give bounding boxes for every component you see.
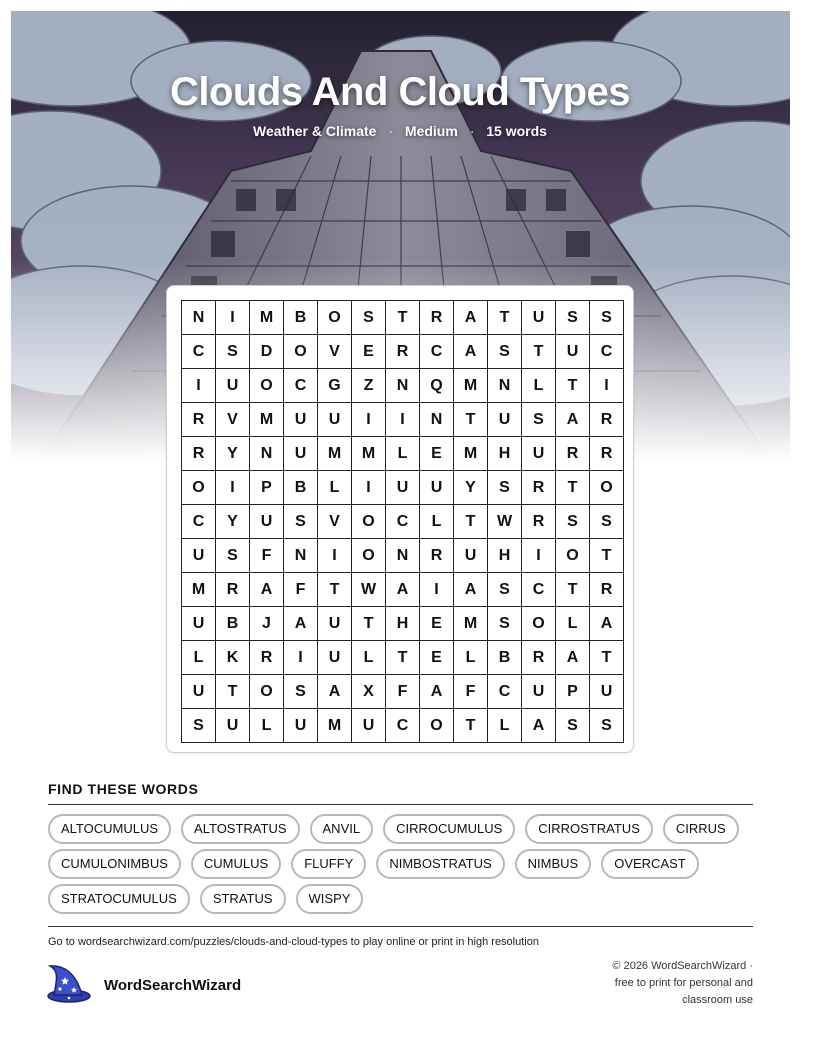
grid-cell[interactable]: R bbox=[386, 335, 420, 369]
grid-cell[interactable]: V bbox=[318, 335, 352, 369]
grid-cell[interactable]: R bbox=[216, 573, 250, 607]
grid-cell[interactable]: F bbox=[250, 539, 284, 573]
grid-cell[interactable]: T bbox=[488, 301, 522, 335]
grid-cell[interactable]: U bbox=[284, 403, 318, 437]
grid-cell[interactable]: S bbox=[216, 539, 250, 573]
grid-cell[interactable]: I bbox=[522, 539, 556, 573]
grid-cell[interactable]: A bbox=[556, 403, 590, 437]
grid-cell[interactable]: A bbox=[318, 675, 352, 709]
grid-cell[interactable]: I bbox=[182, 369, 216, 403]
grid-cell[interactable]: I bbox=[318, 539, 352, 573]
word-pill: STRATUS bbox=[200, 884, 286, 914]
grid-cell[interactable]: T bbox=[454, 709, 488, 743]
grid-cell[interactable]: N bbox=[250, 437, 284, 471]
grid-cell[interactable]: C bbox=[420, 335, 454, 369]
grid-cell[interactable]: L bbox=[420, 505, 454, 539]
grid-cell[interactable]: T bbox=[352, 607, 386, 641]
wizard-hat-icon bbox=[46, 963, 92, 1008]
difficulty-label: Medium bbox=[404, 123, 458, 139]
grid-cell[interactable]: U bbox=[284, 437, 318, 471]
grid-cell[interactable]: M bbox=[318, 709, 352, 743]
grid-cell[interactable]: I bbox=[284, 641, 318, 675]
grid-cell[interactable]: B bbox=[488, 641, 522, 675]
grid-cell[interactable]: R bbox=[420, 539, 454, 573]
grid-cell[interactable]: Q bbox=[420, 369, 454, 403]
copyright-line: © 2026 WordSearchWizard · bbox=[612, 960, 753, 972]
grid-cell[interactable]: T bbox=[216, 675, 250, 709]
grid-cell[interactable]: U bbox=[318, 403, 352, 437]
grid-cell[interactable]: Y bbox=[454, 471, 488, 505]
grid-cell[interactable]: R bbox=[182, 403, 216, 437]
grid-cell[interactable]: M bbox=[454, 437, 488, 471]
grid-cell[interactable]: L bbox=[352, 641, 386, 675]
grid-cell[interactable]: M bbox=[250, 301, 284, 335]
grid-cell[interactable]: G bbox=[318, 369, 352, 403]
word-pill: WISPY bbox=[296, 884, 364, 914]
grid-cell[interactable]: M bbox=[454, 369, 488, 403]
grid-cell[interactable]: I bbox=[216, 471, 250, 505]
grid-cell[interactable]: I bbox=[352, 403, 386, 437]
grid-cell[interactable]: T bbox=[386, 301, 420, 335]
grid-cell[interactable]: U bbox=[522, 437, 556, 471]
copyright-line: free to print for personal and bbox=[614, 977, 753, 989]
grid-cell[interactable]: R bbox=[182, 437, 216, 471]
grid-cell[interactable]: X bbox=[352, 675, 386, 709]
grid-cell[interactable]: L bbox=[250, 709, 284, 743]
grid-cell[interactable]: A bbox=[454, 573, 488, 607]
grid-cell[interactable]: M bbox=[352, 437, 386, 471]
grid-cell[interactable]: F bbox=[386, 675, 420, 709]
word-list bbox=[48, 814, 753, 914]
puzzle-title: Clouds And Cloud Types bbox=[169, 70, 631, 114]
grid-cell[interactable]: T bbox=[454, 403, 488, 437]
grid-cell[interactable]: U bbox=[420, 471, 454, 505]
grid-cell[interactable]: C bbox=[522, 573, 556, 607]
grid-cell[interactable]: A bbox=[386, 573, 420, 607]
grid-cell[interactable]: E bbox=[420, 641, 454, 675]
grid-cell[interactable]: T bbox=[318, 573, 352, 607]
grid-cell[interactable]: T bbox=[556, 471, 590, 505]
grid-cell[interactable]: M bbox=[182, 573, 216, 607]
grid-cell[interactable]: A bbox=[522, 709, 556, 743]
grid-cell[interactable]: L bbox=[182, 641, 216, 675]
grid-cell[interactable]: O bbox=[284, 335, 318, 369]
meta-separator: · bbox=[469, 123, 475, 139]
footer-url-text[interactable]: Go to wordsearchwizard.com/puzzles/clouds-and-cloud-types to play online or print in high resolution bbox=[48, 936, 539, 948]
grid-cell[interactable]: N bbox=[488, 369, 522, 403]
puzzle-grid-card bbox=[166, 285, 634, 753]
grid-cell[interactable]: W bbox=[352, 573, 386, 607]
footer-divider bbox=[48, 926, 753, 927]
grid-cell[interactable]: E bbox=[420, 607, 454, 641]
copyright-line: classroom use bbox=[682, 994, 753, 1006]
grid-cell[interactable]: S bbox=[488, 471, 522, 505]
grid-cell[interactable]: I bbox=[216, 301, 250, 335]
grid-cell[interactable]: S bbox=[488, 335, 522, 369]
word-pill: NIMBUS bbox=[515, 849, 592, 879]
grid-cell[interactable]: T bbox=[556, 369, 590, 403]
grid-cell[interactable]: C bbox=[590, 335, 624, 369]
word-pill: FLUFFY bbox=[291, 849, 366, 879]
meta-separator: · bbox=[388, 123, 394, 139]
grid-cell[interactable]: S bbox=[284, 505, 318, 539]
grid-cell[interactable]: L bbox=[488, 709, 522, 743]
grid-cell[interactable]: N bbox=[284, 539, 318, 573]
grid-cell[interactable]: S bbox=[216, 335, 250, 369]
grid-cell[interactable]: U bbox=[454, 539, 488, 573]
grid-cell[interactable]: S bbox=[590, 709, 624, 743]
grid-cell[interactable]: S bbox=[284, 675, 318, 709]
grid-cell[interactable]: C bbox=[182, 335, 216, 369]
grid-cell[interactable]: Z bbox=[352, 369, 386, 403]
grid-cell[interactable]: K bbox=[216, 641, 250, 675]
grid-cell[interactable]: S bbox=[556, 301, 590, 335]
grid-cell[interactable]: I bbox=[420, 573, 454, 607]
grid-cell[interactable]: I bbox=[352, 471, 386, 505]
grid-cell[interactable]: T bbox=[590, 539, 624, 573]
grid-cell[interactable]: U bbox=[182, 539, 216, 573]
grid-cell[interactable]: S bbox=[352, 301, 386, 335]
word-pill: CIRRUS bbox=[663, 814, 739, 844]
grid-cell[interactable]: R bbox=[590, 437, 624, 471]
grid-cell[interactable]: R bbox=[522, 471, 556, 505]
grid-cell[interactable]: T bbox=[386, 641, 420, 675]
word-count-label: 15 words bbox=[486, 123, 547, 139]
grid-cell[interactable]: R bbox=[250, 641, 284, 675]
grid-cell[interactable]: A bbox=[590, 607, 624, 641]
grid-cell[interactable]: P bbox=[250, 471, 284, 505]
grid-cell[interactable]: R bbox=[590, 403, 624, 437]
grid-cell[interactable]: E bbox=[420, 437, 454, 471]
grid-cell[interactable]: U bbox=[182, 607, 216, 641]
grid-cell[interactable]: S bbox=[488, 573, 522, 607]
grid-cell[interactable]: O bbox=[318, 301, 352, 335]
grid-cell[interactable]: L bbox=[386, 437, 420, 471]
grid-cell[interactable]: S bbox=[590, 505, 624, 539]
grid-cell[interactable]: F bbox=[454, 675, 488, 709]
grid-cell[interactable]: U bbox=[182, 675, 216, 709]
grid-cell[interactable]: U bbox=[590, 675, 624, 709]
grid-cell[interactable]: S bbox=[182, 709, 216, 743]
grid-cell[interactable]: T bbox=[556, 573, 590, 607]
grid-cell[interactable]: C bbox=[386, 505, 420, 539]
grid-cell[interactable]: L bbox=[454, 641, 488, 675]
grid-cell[interactable]: U bbox=[216, 369, 250, 403]
word-pill: CIRROSTRATUS bbox=[525, 814, 653, 844]
grid-cell[interactable]: A bbox=[454, 301, 488, 335]
grid-cell[interactable]: U bbox=[522, 301, 556, 335]
grid-cell[interactable]: H bbox=[488, 539, 522, 573]
grid-cell[interactable]: H bbox=[488, 437, 522, 471]
category-label: Weather & Climate bbox=[253, 123, 377, 139]
grid-cell[interactable]: R bbox=[522, 505, 556, 539]
brand-name: WordSearchWizard bbox=[104, 977, 242, 994]
copyright-notice bbox=[583, 958, 753, 1009]
grid-cell[interactable]: O bbox=[250, 675, 284, 709]
puzzle-meta bbox=[0, 123, 800, 139]
grid-cell[interactable]: A bbox=[556, 641, 590, 675]
grid-cell[interactable]: C bbox=[284, 369, 318, 403]
grid-cell[interactable]: B bbox=[284, 471, 318, 505]
grid-cell[interactable]: A bbox=[250, 573, 284, 607]
grid-cell[interactable]: E bbox=[352, 335, 386, 369]
grid-cell[interactable]: A bbox=[420, 675, 454, 709]
grid-cell[interactable]: S bbox=[556, 709, 590, 743]
grid-cell[interactable]: C bbox=[182, 505, 216, 539]
grid-cell[interactable]: O bbox=[590, 471, 624, 505]
grid-cell[interactable]: O bbox=[556, 539, 590, 573]
word-pill: ANVIL bbox=[310, 814, 374, 844]
grid-cell[interactable]: O bbox=[182, 471, 216, 505]
grid-cell[interactable]: V bbox=[318, 505, 352, 539]
grid-cell[interactable]: C bbox=[386, 709, 420, 743]
word-pill: ALTOSTRATUS bbox=[181, 814, 299, 844]
grid-cell[interactable]: O bbox=[352, 539, 386, 573]
grid-cell[interactable]: U bbox=[284, 709, 318, 743]
grid-cell[interactable]: I bbox=[590, 369, 624, 403]
grid-cell[interactable]: U bbox=[352, 709, 386, 743]
grid-cell[interactable]: C bbox=[488, 675, 522, 709]
grid-cell[interactable]: W bbox=[488, 505, 522, 539]
word-pill: CUMULUS bbox=[191, 849, 281, 879]
grid-cell[interactable]: Y bbox=[216, 437, 250, 471]
grid-cell[interactable]: R bbox=[522, 641, 556, 675]
grid-cell[interactable]: A bbox=[284, 607, 318, 641]
grid-cell[interactable]: L bbox=[318, 471, 352, 505]
word-pill: NIMBOSTRATUS bbox=[376, 849, 504, 879]
grid-cell[interactable]: U bbox=[522, 675, 556, 709]
word-pill: ALTOCUMULUS bbox=[48, 814, 171, 844]
grid-cell[interactable]: Y bbox=[216, 505, 250, 539]
grid-cell[interactable]: N bbox=[182, 301, 216, 335]
grid-cell[interactable]: A bbox=[454, 335, 488, 369]
grid-cell[interactable]: R bbox=[590, 573, 624, 607]
grid-cell[interactable]: U bbox=[216, 709, 250, 743]
grid-cell[interactable]: N bbox=[386, 369, 420, 403]
grid-cell[interactable]: M bbox=[454, 607, 488, 641]
word-pill: STRATOCUMULUS bbox=[48, 884, 190, 914]
grid-cell[interactable]: S bbox=[590, 301, 624, 335]
grid-cell[interactable]: U bbox=[556, 335, 590, 369]
grid-cell[interactable]: U bbox=[488, 403, 522, 437]
grid-cell[interactable]: T bbox=[454, 505, 488, 539]
grid-cell[interactable]: I bbox=[386, 403, 420, 437]
grid-cell[interactable]: M bbox=[318, 437, 352, 471]
grid-cell[interactable]: O bbox=[420, 709, 454, 743]
grid-cell[interactable]: O bbox=[522, 607, 556, 641]
grid-cell[interactable]: B bbox=[216, 607, 250, 641]
word-list-section bbox=[48, 781, 753, 914]
grid-cell[interactable]: N bbox=[420, 403, 454, 437]
grid-cell[interactable]: U bbox=[386, 471, 420, 505]
grid-cell[interactable]: S bbox=[556, 505, 590, 539]
grid-cell[interactable]: V bbox=[216, 403, 250, 437]
brand-logo[interactable] bbox=[46, 963, 241, 1008]
grid-cell[interactable]: B bbox=[284, 301, 318, 335]
word-pill: OVERCAST bbox=[601, 849, 699, 879]
grid-cell[interactable]: S bbox=[522, 403, 556, 437]
grid-cell[interactable]: S bbox=[488, 607, 522, 641]
grid-cell[interactable]: D bbox=[250, 335, 284, 369]
grid-cell[interactable]: N bbox=[386, 539, 420, 573]
grid-cell[interactable]: T bbox=[590, 641, 624, 675]
word-pill: CUMULONIMBUS bbox=[48, 849, 181, 879]
grid-cell[interactable]: L bbox=[556, 607, 590, 641]
grid-cell[interactable]: F bbox=[284, 573, 318, 607]
word-list-heading: FIND THESE WORDS bbox=[48, 781, 753, 805]
grid-cell[interactable]: J bbox=[250, 607, 284, 641]
word-pill: CIRROCUMULUS bbox=[383, 814, 515, 844]
grid-cell[interactable]: R bbox=[420, 301, 454, 335]
grid-cell[interactable]: U bbox=[250, 505, 284, 539]
grid-cell[interactable]: P bbox=[556, 675, 590, 709]
grid-cell[interactable]: O bbox=[250, 369, 284, 403]
grid-cell[interactable]: U bbox=[318, 607, 352, 641]
grid-cell[interactable]: O bbox=[352, 505, 386, 539]
grid-cell[interactable]: T bbox=[522, 335, 556, 369]
grid-cell[interactable]: L bbox=[522, 369, 556, 403]
grid-cell[interactable]: M bbox=[250, 403, 284, 437]
letter-grid[interactable] bbox=[181, 300, 624, 743]
grid-cell[interactable]: U bbox=[318, 641, 352, 675]
grid-cell[interactable]: R bbox=[556, 437, 590, 471]
grid-cell[interactable]: H bbox=[386, 607, 420, 641]
